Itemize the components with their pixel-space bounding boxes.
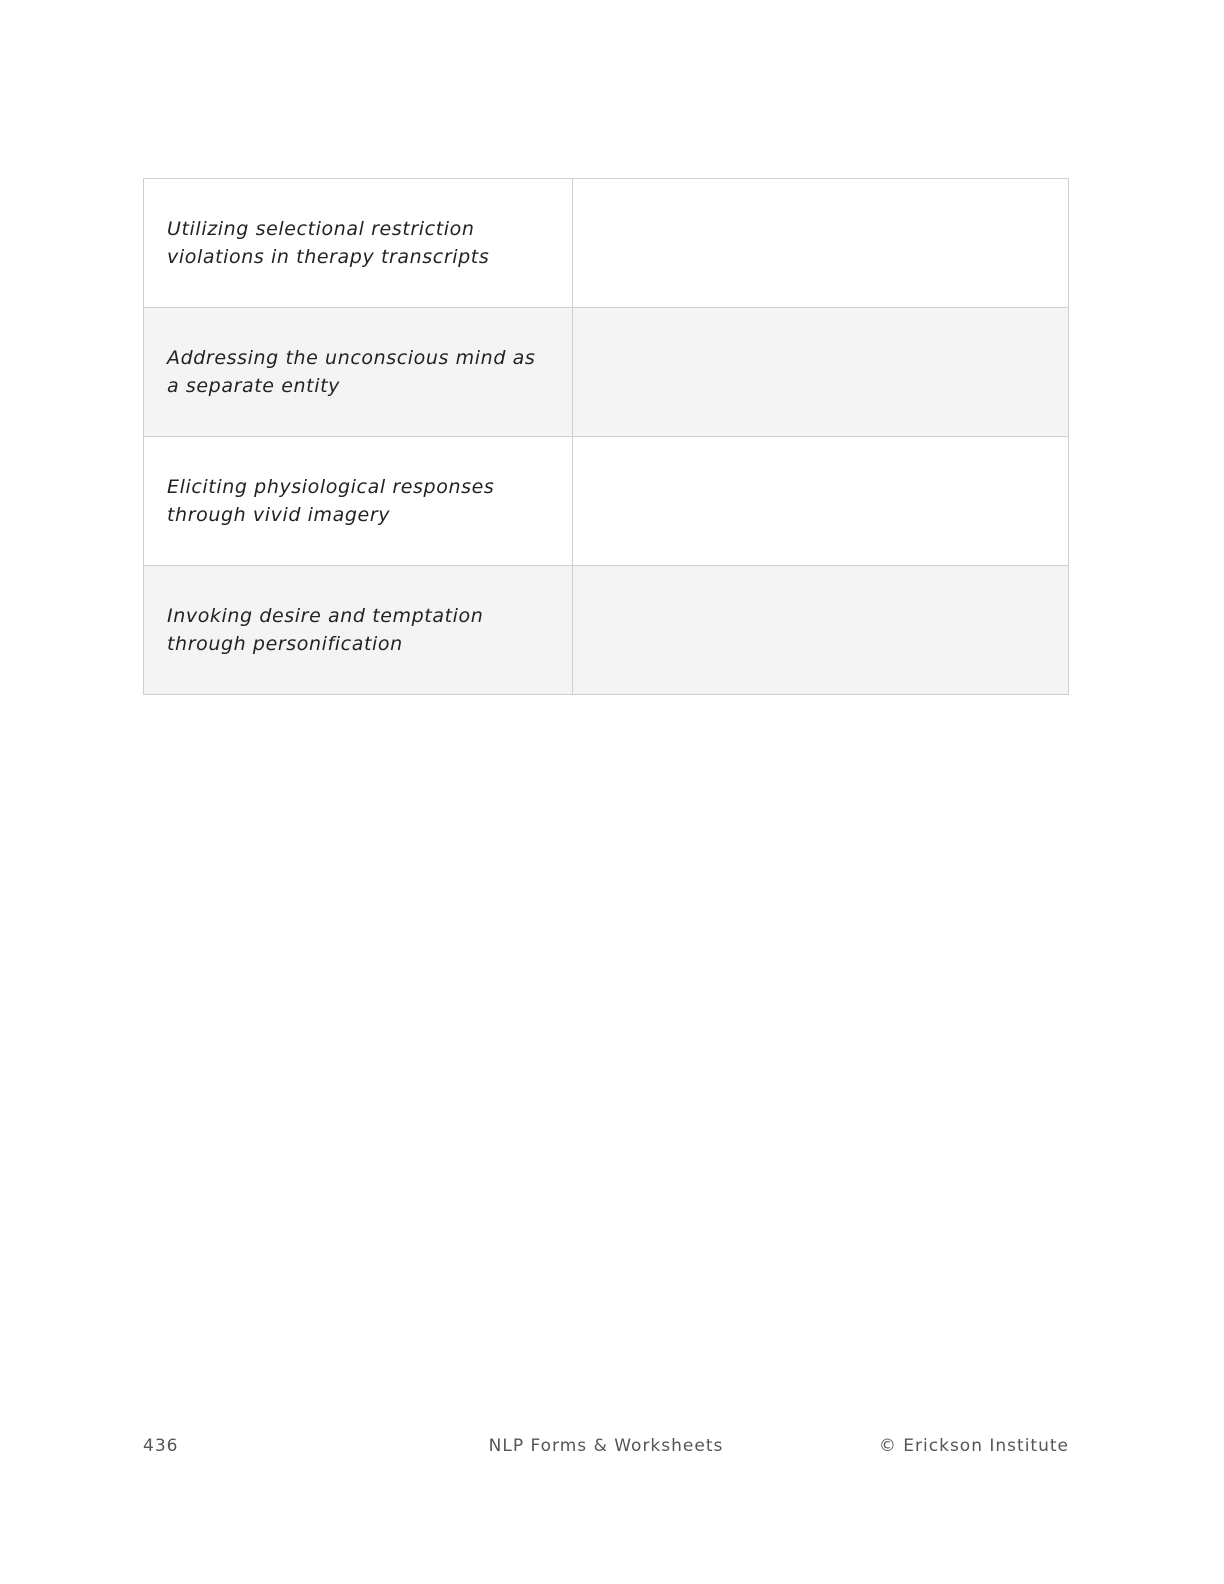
prompt-cell bbox=[144, 308, 573, 437]
page-number: 436 bbox=[143, 1436, 179, 1456]
table-row bbox=[144, 179, 1069, 308]
page-footer bbox=[143, 1436, 1069, 1460]
prompt-text: Invoking desire and temptation through personification bbox=[167, 605, 484, 655]
response-cell[interactable] bbox=[573, 566, 1069, 695]
worksheet-table bbox=[143, 178, 1069, 695]
table-row bbox=[144, 437, 1069, 566]
prompt-cell bbox=[144, 437, 573, 566]
prompt-text: Eliciting physiological responses through vivid imagery bbox=[167, 476, 495, 526]
copyright-notice: © Erickson Institute bbox=[878, 1436, 1069, 1456]
prompt-cell bbox=[144, 179, 573, 308]
response-cell[interactable] bbox=[573, 179, 1069, 308]
response-cell[interactable] bbox=[573, 437, 1069, 566]
prompt-cell bbox=[144, 566, 573, 695]
footer-title: NLP Forms & Worksheets bbox=[488, 1436, 724, 1456]
table-row bbox=[144, 566, 1069, 695]
response-cell[interactable] bbox=[573, 308, 1069, 437]
prompt-text: Addressing the unconscious mind as a separate entity bbox=[167, 347, 536, 397]
table-row bbox=[144, 308, 1069, 437]
prompt-text: Utilizing selectional restriction violations in therapy transcripts bbox=[167, 218, 490, 268]
